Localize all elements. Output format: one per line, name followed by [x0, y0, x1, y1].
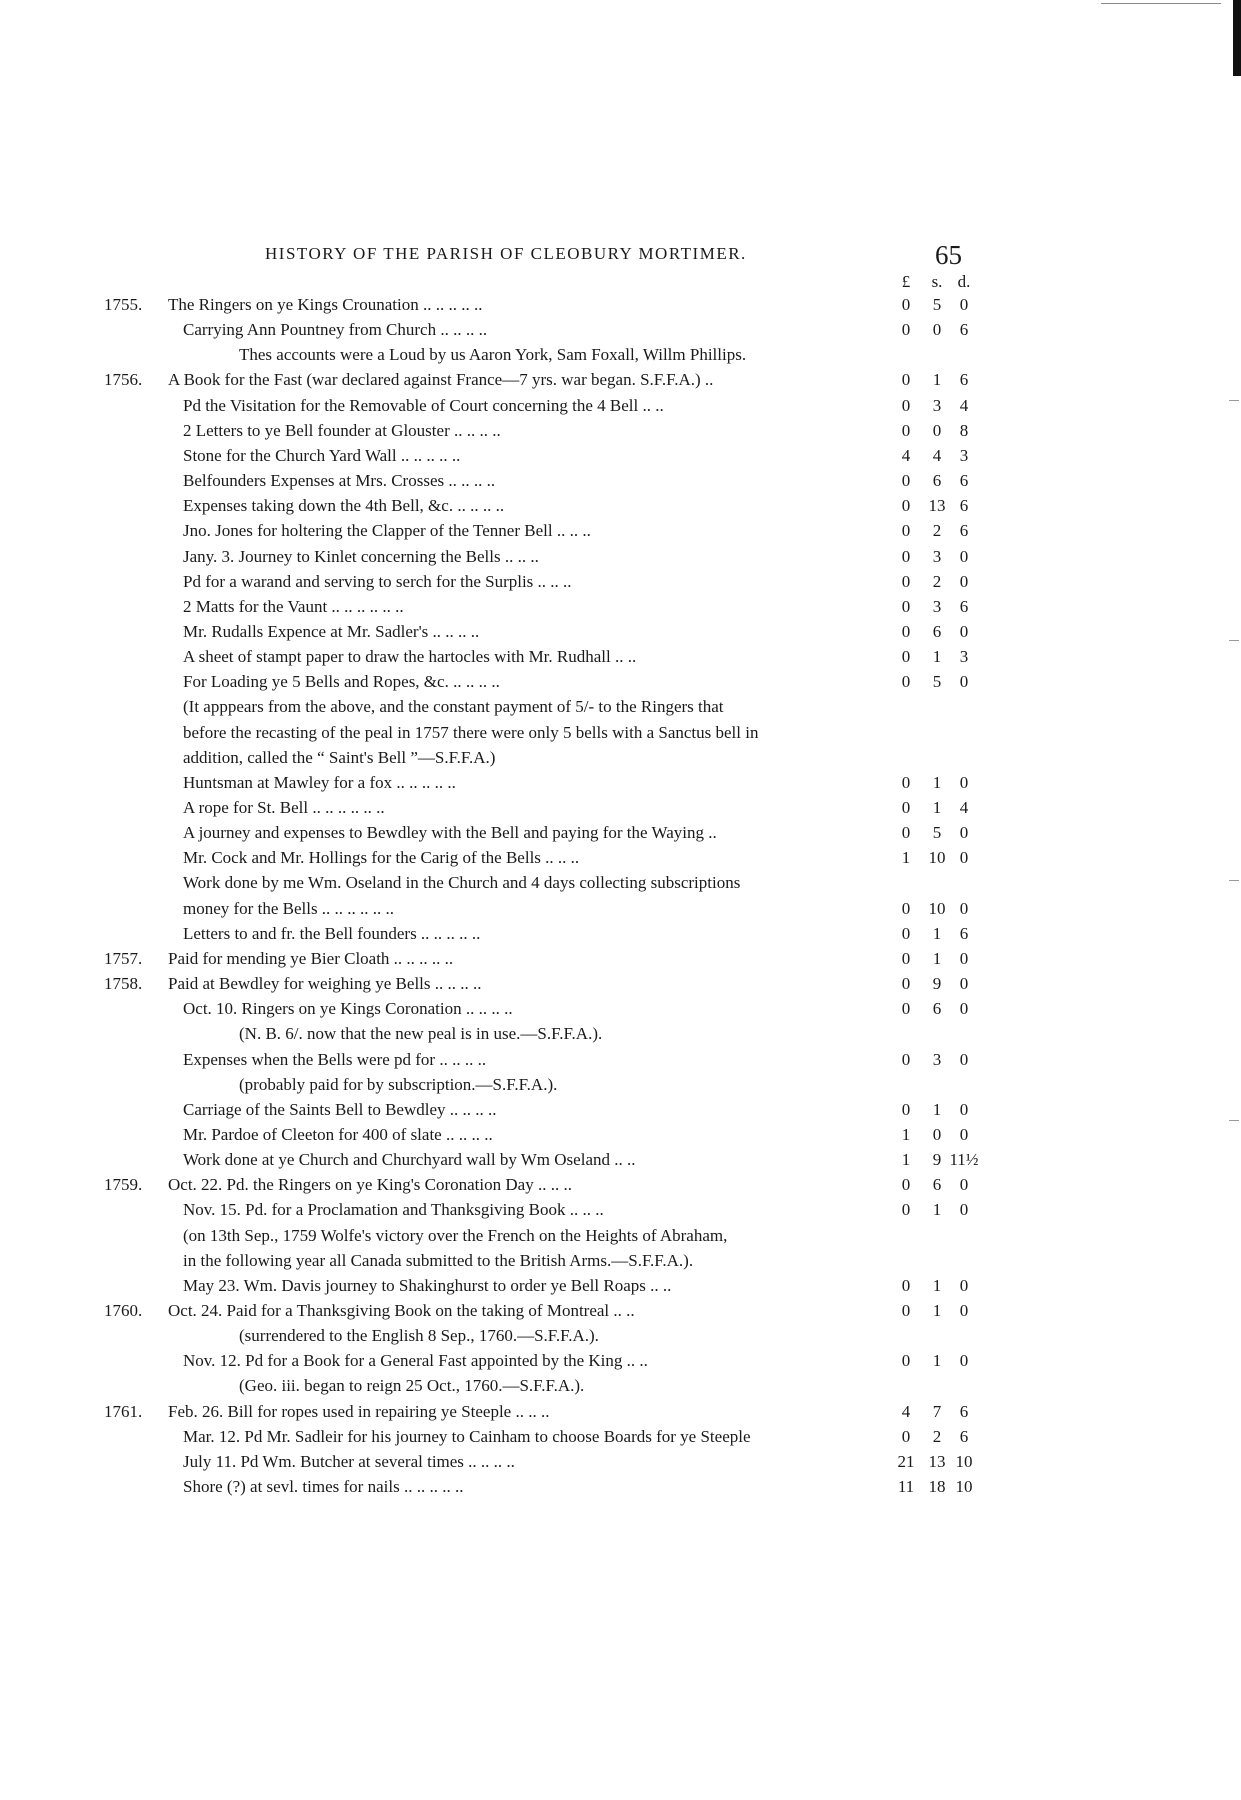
shillings-amount: 2 [932, 1426, 942, 1446]
ledger-row [0, 1298, 1241, 1323]
pounds-amount: 0 [901, 596, 911, 616]
ledger-row [0, 1348, 1241, 1373]
shillings-amount: 10 [928, 848, 946, 868]
ledger-row [0, 820, 1241, 845]
pounds-amount: 0 [901, 898, 911, 918]
pence-amount: 0 [959, 1099, 969, 1119]
entry-description: Work done by me Wm. Oseland in the Church and 4 days collecting subscriptions [183, 873, 741, 893]
entry-description: 2 Matts for the Vaunt .. .. .. .. .. .. [183, 596, 404, 616]
entry-description: Mr. Pardoe of Cleeton for 400 of slate .. .. .. .. [183, 1124, 493, 1144]
shillings-amount: 1 [932, 798, 942, 817]
shillings-amount: 0 [932, 1124, 942, 1144]
ledger-row [0, 770, 1241, 795]
running-header: HISTORY OF THE PARISH OF CLEOBURY MORTIMER. [265, 244, 747, 263]
entry-description: Mr. Rudalls Expence at Mr. Sadler's .. .. .. .. [183, 621, 480, 641]
pounds-amount: 0 [901, 798, 911, 817]
entry-description: For Loading ye 5 Bells and Ropes, &c. .. .. .. .. [183, 672, 500, 692]
shillings-amount: 18 [928, 1477, 946, 1497]
pounds-amount: 0 [901, 395, 911, 415]
ledger-row [0, 644, 1241, 669]
pounds-amount: 11 [897, 1477, 915, 1497]
ledger-row [0, 921, 1241, 946]
entry-description: A journey and expenses to Bewdley with the Bell and paying for the Waying .. [183, 823, 717, 843]
ledger-row [0, 845, 1241, 870]
shillings-amount: 13 [928, 1451, 946, 1471]
shillings-amount: 1 [932, 1351, 942, 1371]
ledger-row [0, 896, 1241, 921]
pence-amount: 0 [959, 1351, 969, 1371]
pence-amount: 4 [959, 395, 969, 415]
ledger-row [0, 468, 1241, 493]
ledger-row [0, 1072, 1241, 1097]
pence-amount: 10 [955, 1477, 973, 1497]
ledger-row [0, 1273, 1241, 1298]
pence-amount: 0 [959, 823, 969, 843]
shillings-amount: 10 [928, 898, 946, 918]
shillings-amount: 3 [932, 1049, 942, 1069]
ledger-row [0, 367, 1241, 392]
entry-description: Jno. Jones for holtering the Clapper of the Tenner Bell .. .. .. [183, 521, 591, 541]
pounds-amount: 0 [901, 420, 911, 440]
pence-amount: 0 [959, 898, 969, 918]
pence-amount: 6 [959, 596, 969, 616]
pounds-amount: 4 [901, 445, 911, 465]
ledger-row [0, 1147, 1241, 1172]
pounds-amount: 0 [901, 521, 911, 541]
shillings-amount: 0 [932, 420, 942, 440]
shillings-column-head: s. [931, 272, 943, 291]
entry-description: Pd the Visitation for the Removable of Court concerning the 4 Bell .. .. [183, 395, 664, 415]
entry-description: May 23. Wm. Davis journey to Shakinghurst to order ye Bell Roaps .. .. [183, 1275, 672, 1295]
pounds-amount: 0 [901, 471, 911, 491]
ledger-row [0, 1248, 1241, 1273]
ledger-row [0, 1373, 1241, 1398]
entry-description: (Geo. iii. began to reign 25 Oct., 1760.—S.F.F.A.). [239, 1376, 585, 1396]
pence-amount: 6 [959, 320, 969, 340]
entry-description: Feb. 26. Bill for ropes used in repairing ye Steeple .. .. .. [168, 1401, 550, 1421]
pounds-amount: 0 [901, 672, 911, 692]
pence-amount: 0 [959, 621, 969, 641]
pounds-amount: 0 [901, 1426, 911, 1446]
shillings-amount: 1 [932, 1301, 942, 1320]
year-label: 1760. [104, 1301, 143, 1320]
shillings-amount: 4 [932, 445, 942, 465]
entry-description: Oct. 24. Paid for a Thanksgiving Book on the taking of Montreal .. .. [168, 1301, 635, 1320]
pence-amount: 6 [959, 471, 969, 491]
ledger-row [0, 1449, 1241, 1474]
year-label: 1756. [104, 370, 143, 390]
entry-description: Oct. 10. Ringers on ye Kings Coronation .. .. .. .. [183, 999, 513, 1019]
entry-description: Expenses when the Bells were pd for .. .. .. .. [183, 1049, 487, 1069]
pounds-amount: 0 [901, 1275, 911, 1295]
shillings-amount: 3 [932, 596, 942, 616]
year-label: 1755. [104, 295, 143, 314]
shillings-amount: 1 [932, 948, 942, 968]
pence-amount: 4 [959, 798, 969, 817]
entry-description: July 11. Pd Wm. Butcher at several times .. .. .. .. [183, 1451, 515, 1471]
pounds-amount: 0 [901, 974, 911, 994]
pence-amount: 8 [959, 420, 969, 440]
pounds-amount: 0 [901, 772, 911, 792]
pounds-amount: 0 [901, 621, 911, 641]
year-label: 1759. [104, 1175, 143, 1195]
pence-amount: 0 [959, 1301, 969, 1320]
ledger-row [0, 870, 1241, 895]
pence-amount: 0 [959, 974, 969, 994]
entry-description: before the recasting of the peal in 1757 there were only 5 bells with a Sanctus bell in [183, 722, 759, 742]
entry-description: Stone for the Church Yard Wall .. .. .. .. .. [183, 445, 461, 465]
year-label: 1757. [104, 948, 143, 968]
ledger-row [0, 493, 1241, 518]
pounds-amount: 0 [901, 1099, 911, 1119]
entry-description: A rope for St. Bell .. .. .. .. .. .. [183, 798, 385, 817]
pence-amount: 0 [959, 999, 969, 1019]
shillings-amount: 0 [932, 320, 942, 340]
ledger-row [0, 996, 1241, 1021]
shillings-amount: 1 [932, 1275, 942, 1295]
year-label: 1761. [104, 1401, 143, 1421]
entry-description: Nov. 15. Pd. for a Proclamation and Thanksgiving Book .. .. .. [183, 1200, 604, 1220]
pounds-amount: 21 [897, 1451, 915, 1471]
entry-description: The Ringers on ye Kings Crounation .. .. .. .. .. [168, 295, 483, 314]
pounds-amount: 0 [901, 948, 911, 968]
shillings-amount: 6 [932, 471, 942, 491]
entry-description: (surrendered to the English 8 Sep., 1760.—S.F.F.A.). [239, 1326, 599, 1346]
entry-description: Paid for mending ye Bier Cloath .. .. .. .. .. [168, 948, 454, 968]
ledger-row [0, 393, 1241, 418]
shillings-amount: 5 [932, 823, 942, 843]
ledger-row [0, 1323, 1241, 1348]
entry-description: in the following year all Canada submitted to the British Arms.—S.F.F.A.). [183, 1250, 694, 1270]
entry-description: (probably paid for by subscription.—S.F.F.A.). [239, 1074, 558, 1094]
entry-description: addition, called the “ Saint's Bell ”—S.F.F.A.) [183, 747, 496, 767]
pence-amount: 0 [959, 772, 969, 792]
entry-description: A Book for the Fast (war declared against France—7 yrs. war began. S.F.F.A.) .. [168, 370, 714, 390]
ledger-row [0, 971, 1241, 996]
pounds-amount: 0 [901, 1301, 911, 1320]
entry-description: Paid at Bewdley for weighing ye Bells .. .. .. .. [168, 974, 482, 994]
entry-description: Oct. 22. Pd. the Ringers on ye King's Coronation Day .. .. .. [168, 1175, 572, 1195]
entry-description: Belfounders Expenses at Mrs. Crosses .. .. .. .. [183, 471, 496, 491]
pounds-amount: 0 [901, 823, 911, 843]
pounds-amount: 0 [901, 647, 911, 667]
entry-description: money for the Bells .. .. .. .. .. .. [183, 898, 395, 918]
shillings-amount: 6 [932, 1175, 942, 1195]
pence-column-head: d. [957, 272, 971, 291]
pounds-amount: 0 [901, 923, 911, 943]
pence-amount: 10 [955, 1451, 973, 1471]
ledger-row [0, 1399, 1241, 1424]
ledger-row [0, 342, 1241, 367]
entry-description: Pd for a warand and serving to serch for the Surplis .. .. .. [183, 571, 572, 591]
shillings-amount: 1 [932, 1099, 942, 1119]
pounds-amount: 0 [901, 1175, 911, 1195]
pence-amount: 6 [959, 370, 969, 390]
pence-amount: 3 [959, 647, 969, 667]
pence-amount: 11½ [949, 1150, 979, 1170]
entry-description: Carrying Ann Pountney from Church .. .. .. .. [183, 320, 488, 340]
pounds-amount: 1 [901, 1124, 911, 1144]
entry-description: (It apppears from the above, and the constant payment of 5/- to the Ringers that [183, 697, 724, 717]
shillings-amount: 2 [932, 521, 942, 541]
ledger-row [0, 669, 1241, 694]
ledger-row [0, 544, 1241, 569]
entry-description: Huntsman at Mawley for a fox .. .. .. .. .. [183, 772, 456, 792]
pounds-amount: 0 [901, 1200, 911, 1220]
shillings-amount: 1 [932, 772, 942, 792]
entry-description: Letters to and fr. the Bell founders .. .. .. .. .. [183, 923, 481, 943]
pounds-amount: 0 [901, 546, 911, 566]
pence-amount: 0 [959, 1124, 969, 1144]
pence-amount: 0 [959, 546, 969, 566]
page-number: 65 [935, 240, 962, 270]
pounds-amount: 0 [901, 1351, 911, 1371]
entry-description: (N. B. 6/. now that the new peal is in use.—S.F.F.A.). [239, 1024, 603, 1044]
entry-description: Thes accounts were a Loud by us Aaron York, Sam Foxall, Willm Phillips. [239, 345, 747, 365]
ledger-row [0, 1047, 1241, 1072]
ledger-row [0, 1172, 1241, 1197]
ledger-row [0, 292, 1241, 317]
entry-description: (on 13th Sep., 1759 Wolfe's victory over the French on the Heights of Abraham, [183, 1225, 728, 1245]
entry-description: Mar. 12. Pd Mr. Sadleir for his journey to Cainham to choose Boards for ye Steeple [183, 1426, 751, 1446]
pounds-column-head: £ [901, 272, 911, 291]
ledger-row [0, 946, 1241, 971]
pounds-amount: 0 [901, 571, 911, 591]
pence-amount: 6 [959, 1426, 969, 1446]
entry-description: Work done at ye Church and Churchyard wall by Wm Oseland .. .. [183, 1150, 636, 1170]
pounds-amount: 0 [901, 496, 911, 516]
ledger-row [0, 1197, 1241, 1222]
entry-description: Expenses taking down the 4th Bell, &c. .. .. .. .. [183, 496, 505, 516]
pence-amount: 6 [959, 496, 969, 516]
entry-description: Carriage of the Saints Bell to Bewdley .. .. .. .. [183, 1099, 497, 1119]
ledger-row [0, 443, 1241, 468]
pounds-amount: 1 [901, 848, 911, 868]
shillings-amount: 9 [932, 974, 942, 994]
pence-amount: 0 [959, 1200, 969, 1220]
entry-description: Nov. 12. Pd for a Book for a General Fast appointed by the King .. .. [183, 1351, 648, 1371]
pounds-amount: 0 [901, 1049, 911, 1069]
pence-amount: 0 [959, 295, 969, 314]
pence-amount: 0 [959, 1049, 969, 1069]
pounds-amount: 4 [901, 1401, 911, 1421]
entry-description: 2 Letters to ye Bell founder at Glouster .. .. .. .. [183, 420, 501, 440]
ledger-row [0, 418, 1241, 443]
ledger-row [0, 569, 1241, 594]
shillings-amount: 6 [932, 621, 942, 641]
pence-amount: 0 [959, 1275, 969, 1295]
pence-amount: 3 [959, 445, 969, 465]
shillings-amount: 7 [932, 1401, 942, 1421]
pence-amount: 0 [959, 948, 969, 968]
shillings-amount: 1 [932, 647, 942, 667]
shillings-amount: 5 [932, 295, 942, 314]
pounds-amount: 0 [901, 320, 911, 340]
ledger-row [0, 518, 1241, 543]
ledger-row [0, 720, 1241, 745]
ledger-row [0, 594, 1241, 619]
ledger-row [0, 1097, 1241, 1122]
pence-amount: 6 [959, 521, 969, 541]
pence-amount: 0 [959, 1175, 969, 1195]
shillings-amount: 13 [928, 496, 946, 516]
entry-description: Shore (?) at sevl. times for nails .. .. .. .. .. [183, 1477, 464, 1497]
ledger-row [0, 1223, 1241, 1248]
shillings-amount: 3 [932, 546, 942, 566]
shillings-amount: 9 [932, 1150, 942, 1170]
entry-description: A sheet of stampt paper to draw the hartocles with Mr. Rudhall .. .. [183, 647, 637, 667]
entry-description: Mr. Cock and Mr. Hollings for the Carig of the Bells .. .. .. [183, 848, 580, 868]
ledger-row [0, 619, 1241, 644]
pence-amount: 6 [959, 1401, 969, 1421]
pence-amount: 0 [959, 848, 969, 868]
shillings-amount: 1 [932, 1200, 942, 1220]
shillings-amount: 3 [932, 395, 942, 415]
pounds-amount: 0 [901, 999, 911, 1019]
ledger-row [0, 1474, 1241, 1499]
ledger-row [0, 694, 1241, 719]
pounds-amount: 0 [901, 370, 911, 390]
pence-amount: 0 [959, 571, 969, 591]
ledger-row [0, 795, 1241, 820]
year-label: 1758. [104, 974, 143, 994]
ledger-row [0, 1122, 1241, 1147]
shillings-amount: 6 [932, 999, 942, 1019]
ledger-row [0, 1021, 1241, 1046]
shillings-amount: 1 [932, 370, 942, 390]
entry-description: Jany. 3. Journey to Kinlet concerning the Bells .. .. .. [183, 546, 539, 566]
pence-amount: 0 [959, 672, 969, 692]
shillings-amount: 5 [932, 672, 942, 692]
shillings-amount: 2 [932, 571, 942, 591]
ledger-row [0, 1424, 1241, 1449]
pounds-amount: 1 [901, 1150, 911, 1170]
ledger-row [0, 745, 1241, 770]
pence-amount: 6 [959, 923, 969, 943]
shillings-amount: 1 [932, 923, 942, 943]
ledger-row [0, 317, 1241, 342]
pounds-amount: 0 [901, 295, 911, 314]
